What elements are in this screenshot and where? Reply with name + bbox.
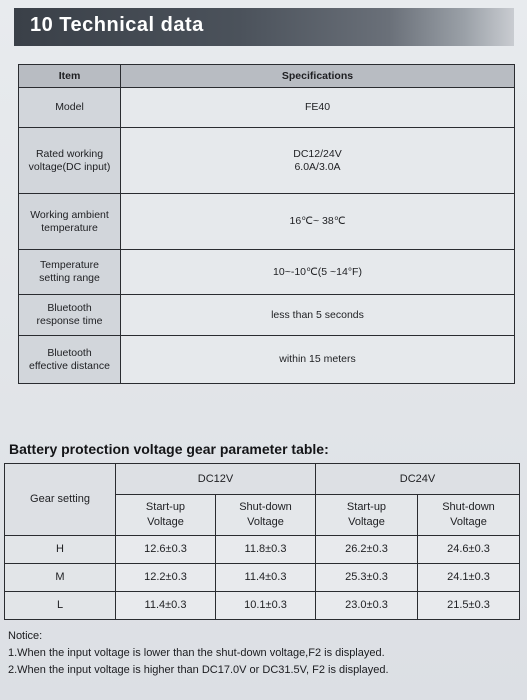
voltage-cell: 24.6±0.3 xyxy=(418,536,520,564)
col-header-item: Item xyxy=(19,65,121,88)
voltage-cell: 26.2±0.3 xyxy=(316,536,418,564)
notice-line-1: 1.When the input voltage is lower than the shut-down voltage,F2 is displayed. xyxy=(8,647,385,659)
battery-protection-table xyxy=(4,463,520,620)
voltage-cell: 10.1±0.3 xyxy=(216,592,316,620)
gear-level-cell: M xyxy=(5,564,116,592)
notice-line-2: 2.When the input voltage is higher than DC17.0V or DC31.5V, F2 is displayed. xyxy=(8,664,389,676)
col-header-specifications: Specifications xyxy=(121,65,515,88)
voltage-cell: 25.3±0.3 xyxy=(316,564,418,592)
table-row xyxy=(19,295,515,336)
subheader-startup-dc24: Start-up Voltage xyxy=(316,495,418,536)
voltage-cell: 24.1±0.3 xyxy=(418,564,520,592)
table-row xyxy=(5,564,520,592)
gear-level-cell: L xyxy=(5,592,116,620)
spec-cell: within 15 meters xyxy=(121,336,515,384)
table-row xyxy=(19,128,515,194)
notice-block xyxy=(8,628,520,679)
spec-cell: 10~-10℃(5 ~14°F) xyxy=(121,250,515,295)
spec-cell: 16℃~ 38℃ xyxy=(121,194,515,250)
voltage-cell: 12.6±0.3 xyxy=(116,536,216,564)
item-cell: Temperature setting range xyxy=(19,250,121,295)
voltage-cell: 12.2±0.3 xyxy=(116,564,216,592)
voltage-cell: 11.4±0.3 xyxy=(116,592,216,620)
item-cell: Bluetooth response time xyxy=(19,295,121,336)
table-row xyxy=(5,592,520,620)
group-header-dc24v: DC24V xyxy=(316,464,520,495)
group-header-dc12v: DC12V xyxy=(116,464,316,495)
voltage-cell: 11.8±0.3 xyxy=(216,536,316,564)
table-row xyxy=(5,536,520,564)
battery-table-title: Battery protection voltage gear parameter table: xyxy=(9,441,329,457)
table-row xyxy=(19,194,515,250)
section-title: 10 Technical data xyxy=(30,14,204,36)
gear-setting-header: Gear setting xyxy=(5,464,116,536)
table-row xyxy=(19,88,515,128)
spec-cell: FE40 xyxy=(121,88,515,128)
subheader-startup-dc12: Start-up Voltage xyxy=(116,495,216,536)
voltage-cell: 21.5±0.3 xyxy=(418,592,520,620)
item-cell: Bluetooth effective distance xyxy=(19,336,121,384)
voltage-cell: 23.0±0.3 xyxy=(316,592,418,620)
table-row xyxy=(19,250,515,295)
spec-cell: DC12/24V 6.0A/3.0A xyxy=(121,128,515,194)
voltage-cell: 11.4±0.3 xyxy=(216,564,316,592)
item-cell: Working ambient temperature xyxy=(19,194,121,250)
subheader-shutdown-dc24: Shut-down Voltage xyxy=(418,495,520,536)
item-cell: Rated working voltage(DC input) xyxy=(19,128,121,194)
gear-level-cell: H xyxy=(5,536,116,564)
table-row xyxy=(19,336,515,384)
subheader-shutdown-dc12: Shut-down Voltage xyxy=(216,495,316,536)
notice-label: Notice: xyxy=(8,630,43,642)
technical-data-table xyxy=(18,64,515,384)
item-cell: Model xyxy=(19,88,121,128)
spec-cell: less than 5 seconds xyxy=(121,295,515,336)
